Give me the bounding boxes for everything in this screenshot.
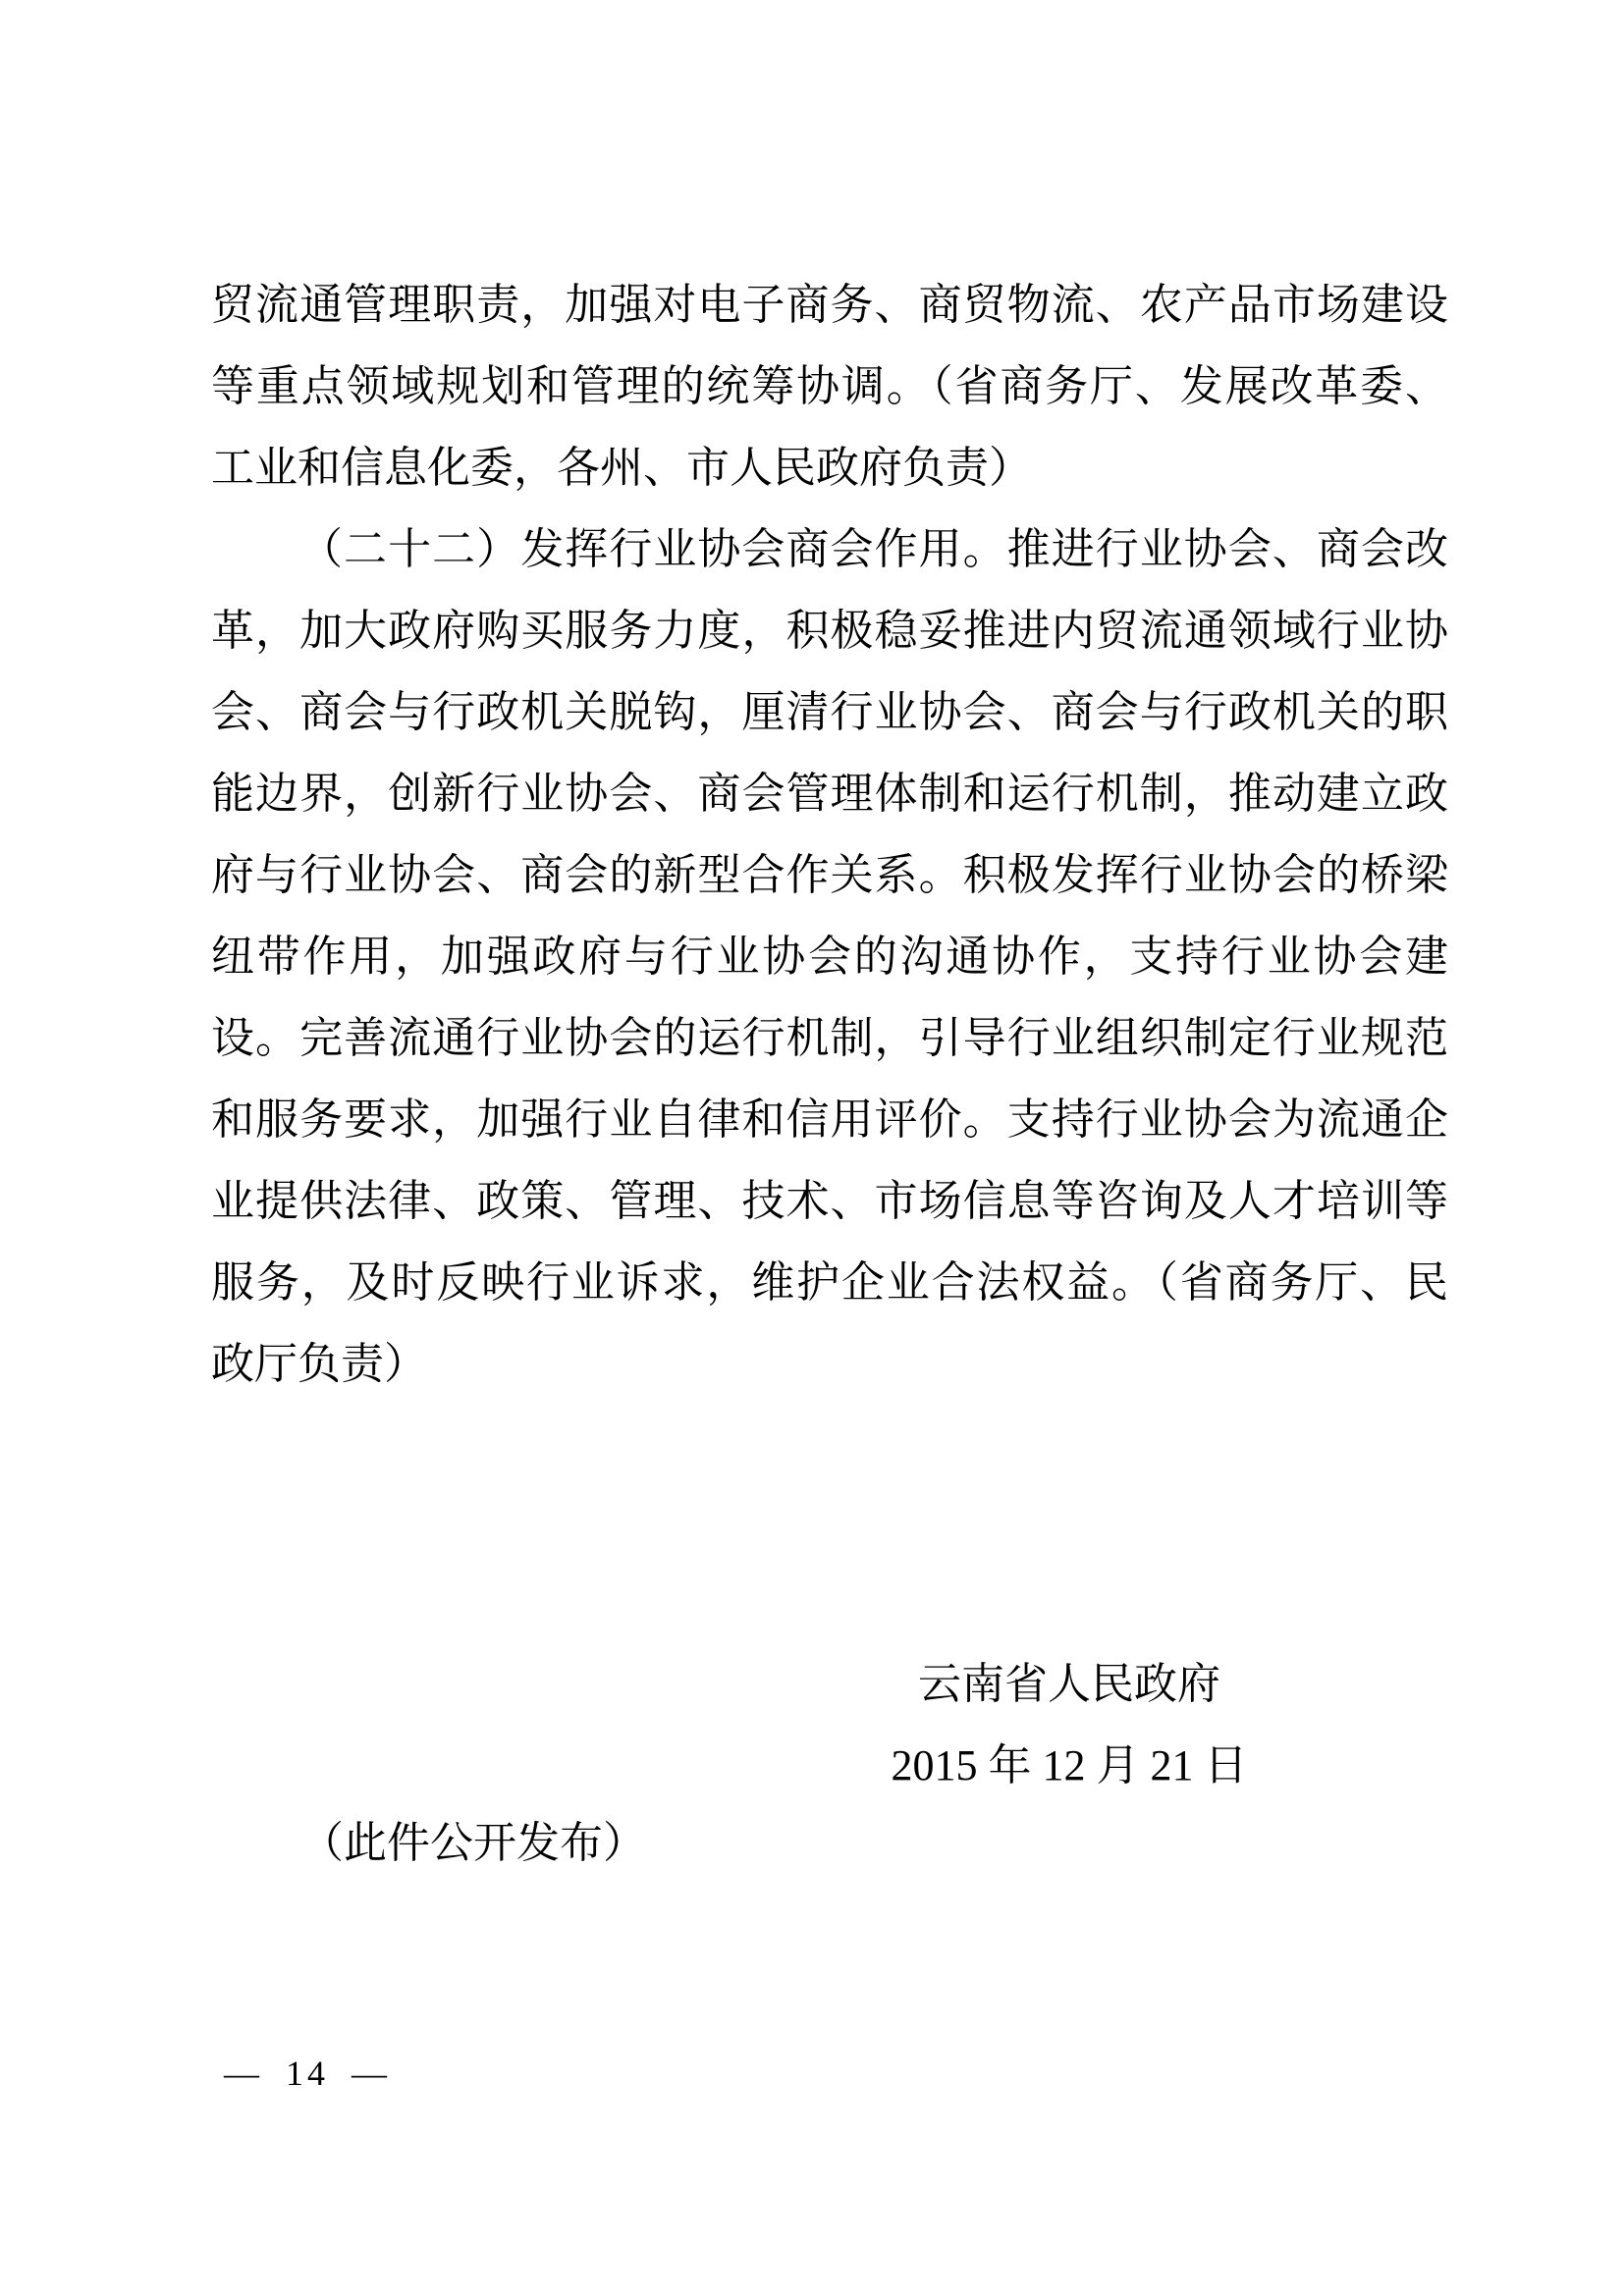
body-text-line: 设。完善流通行业协会的运行机制，引导行业组织制定行业规范: [211, 1014, 1448, 1062]
body-text: [211, 264, 1448, 1405]
body-text-line: 革，加大政府购买服务力度，积极稳妥推进内贸流通领域行业协: [211, 607, 1448, 655]
body-text-line: （二十二）发挥行业协会商会作用。推进行业协会、商会改: [299, 525, 1448, 573]
publish-note: （此件公开发布）: [300, 1819, 646, 1867]
body-text-line: 政厅负责）: [211, 1340, 427, 1388]
body-text-line: 能边界，创新行业协会、商会管理体制和运行机制，推动建立政: [211, 770, 1448, 818]
signature-date: 2015 年 12 月 21 日: [891, 1741, 1248, 1789]
body-text-line: 工业和信息化委，各州、市人民政府负责）: [211, 444, 1032, 492]
body-text-line: 和服务要求，加强行业自律和信用评价。支持行业协会为流通企: [211, 1095, 1448, 1144]
body-text-line: 纽带作用，加强政府与行业协会的沟通协作，支持行业协会建: [211, 933, 1448, 981]
page-number: — 14 —: [224, 2054, 391, 2093]
signature-block: [883, 1643, 1256, 1806]
body-text-line: 服务，及时反映行业诉求，维护企业合法权益。（省商务厅、民: [211, 1258, 1448, 1307]
body-text-line: 会、商会与行政机关脱钩，厘清行业协会、商会与行政机关的职: [211, 688, 1448, 736]
body-text-line: 贸流通管理职责，加强对电子商务、商贸物流、农产品市场建设: [211, 281, 1448, 329]
body-text-line: 府与行业协会、商会的新型合作关系。积极发挥行业协会的桥梁: [211, 851, 1448, 899]
body-text-line: 业提供法律、政策、管理、技术、市场信息等咨询及人才培训等: [211, 1177, 1448, 1225]
signature-issuer: 云南省人民政府: [918, 1660, 1220, 1708]
body-text-line: 等重点领域规划和管理的统筹协调。（省商务厅、发展改革委、: [211, 362, 1448, 410]
